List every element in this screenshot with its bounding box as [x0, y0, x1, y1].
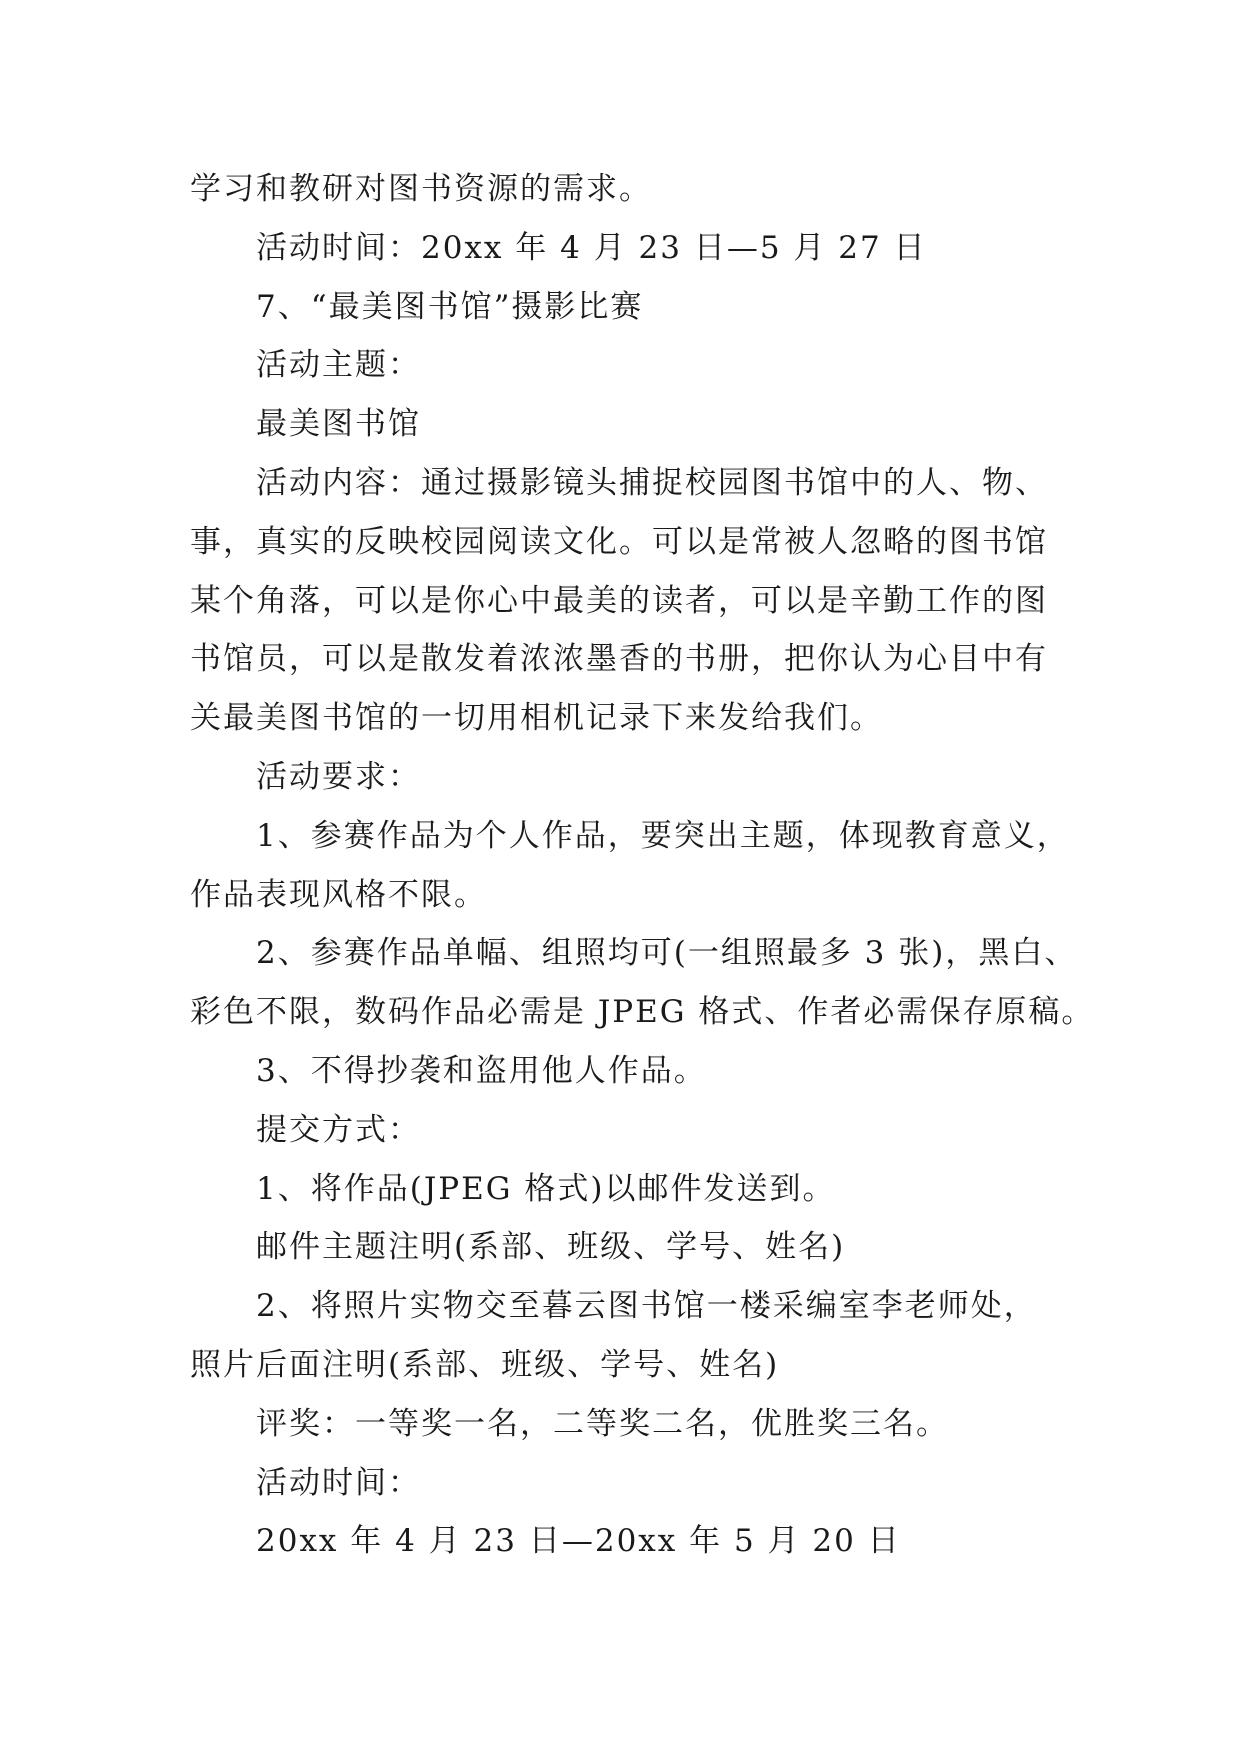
- paragraph-line: 关最美图书馆的一切用相机记录下来发给我们。: [190, 700, 883, 737]
- paragraph-line: 1、将作品(JPEG 格式)以邮件发送到。: [256, 1170, 836, 1207]
- paragraph-line: 作品表现风格不限。: [190, 876, 487, 913]
- paragraph-line: 3、不得抄袭和盗用他人作品。: [256, 1052, 707, 1089]
- paragraph-line: 照片后面注明(系部、班级、学号、姓名): [190, 1346, 780, 1383]
- paragraph-line: 活动主题：: [256, 347, 421, 384]
- paragraph-line: 邮件主题注明(系部、班级、学号、姓名): [256, 1229, 846, 1266]
- paragraph-line: 2、参赛作品单幅、组照均可(一组照最多 3 张)，黑白、: [256, 935, 1078, 972]
- paragraph-line: 最美图书馆: [256, 406, 421, 443]
- paragraph-line: 活动时间：: [256, 1464, 421, 1501]
- paragraph-line: 活动时间：20xx 年 4 月 23 日—5 月 27 日: [256, 229, 927, 266]
- paragraph-line: 书馆员，可以是散发着浓浓墨香的书册，把你认为心目中有: [190, 641, 1048, 678]
- paragraph-line: 提交方式：: [256, 1111, 421, 1148]
- paragraph-line: 1、参赛作品为个人作品，要突出主题，体现教育意义，: [256, 817, 1070, 854]
- section-heading: 7、“最美图书馆”摄影比赛: [256, 288, 644, 325]
- paragraph-line: 某个角落，可以是你心中最美的读者，可以是辛勤工作的图: [190, 582, 1048, 619]
- document-body: [190, 160, 1095, 1571]
- paragraph-line: 2、将照片实物交至暮云图书馆一楼采编室李老师处，: [256, 1288, 1037, 1325]
- paragraph-line: 彩色不限，数码作品必需是 JPEG 格式、作者必需保存原稿。: [190, 994, 1095, 1031]
- paragraph-line: 活动要求：: [256, 758, 421, 795]
- paragraph-line: 20xx 年 4 月 23 日—20xx 年 5 月 20 日: [256, 1523, 901, 1560]
- paragraph-line: 事，真实的反映校园阅读文化。可以是常被人忽略的图书馆: [190, 523, 1048, 560]
- paragraph-line: 学习和教研对图书资源的需求。: [190, 171, 652, 207]
- paragraph-line: 评奖：一等奖一名，二等奖二名，优胜奖三名。: [256, 1405, 949, 1442]
- paragraph-line: 活动内容：通过摄影镜头捕捉校园图书馆中的人、物、: [256, 464, 1048, 501]
